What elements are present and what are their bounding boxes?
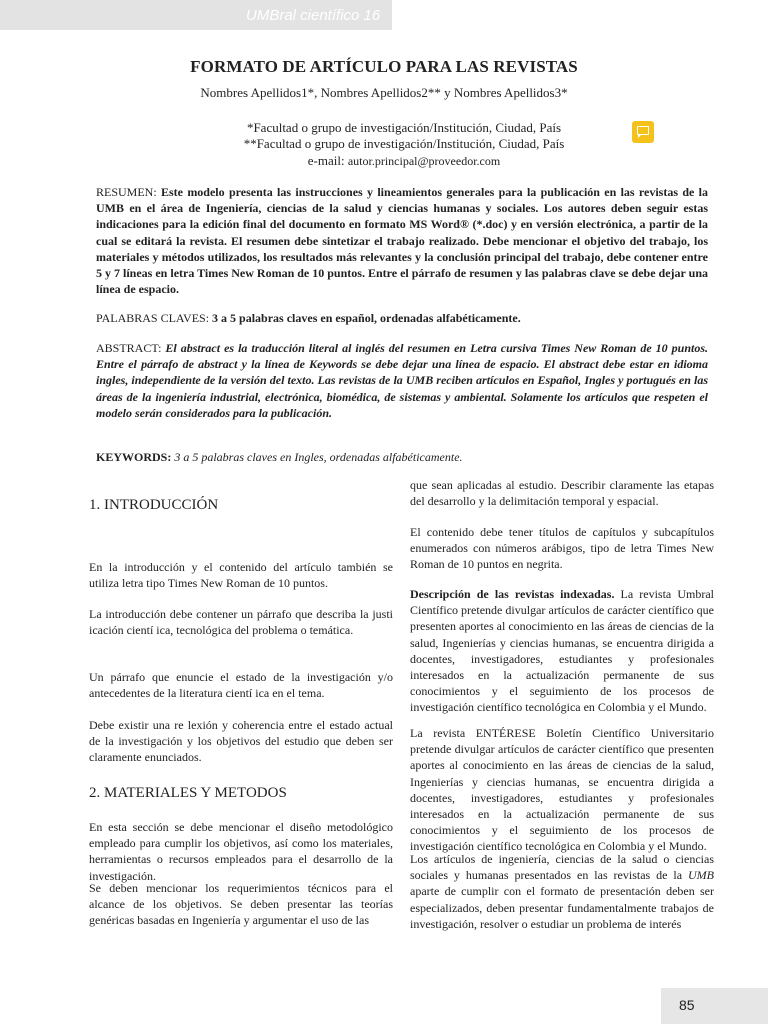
affiliation-2: **Facultad o grupo de investigación/Institución, Ciudad, País (243, 136, 565, 151)
indexadas-heading: Descripción de las revistas indexadas. (410, 587, 615, 601)
intro-paragraph-1: En la introducción y el contenido del artículo también se utiliza letra tipo Times New Roman de 10 puntos. (89, 560, 393, 591)
resumen-paragraph (96, 184, 708, 297)
heading-introduccion: 1. INTRODUCCIÓN (89, 497, 219, 513)
article-title: FORMATO DE ARTÍCULO PARA LAS REVISTAS (190, 57, 578, 76)
comment-icon[interactable] (632, 121, 654, 143)
intro-paragraph-3: Un párrafo que enuncie el estado de la investigación y/o antecedentes de la literatura cientí ica en el tema. (89, 670, 393, 701)
right-paragraph-1: que sean aplicadas al estudio. Describir claramente las etapas del desarrollo y la delimitación temporal y espacial. (410, 478, 714, 509)
palabras-text: 3 a 5 palabras claves en español, ordenadas alfabéticamente. (212, 311, 521, 325)
email-address: autor.principal@proveedor.com (347, 154, 501, 168)
resumen-label: RESUMEN: (96, 185, 161, 199)
palabras-claves-paragraph (96, 310, 708, 326)
intro-paragraph-2: La introducción debe contener un párrafo que describa la justi icación cientí ica, tecnológica del problema o temática. (89, 607, 393, 638)
journal-header-band (0, 0, 392, 30)
abstract-paragraph (96, 340, 708, 421)
materiales-paragraph-1: En esta sección se debe mencionar el diseño metodológico empleado para cumplir los objetivos, así como los materiales, herramientas o recursos empleados para el desarrollo de la investigación. (89, 820, 393, 883)
journal-name: UMBral científico 16 (246, 7, 381, 24)
affiliation-1: *Facultad o grupo de investigación/Institución, Ciudad, País (246, 120, 562, 135)
right-paragraph-2: El contenido debe tener títulos de capítulos y subcapítulos enumerados con números arábigos, tipo de letra Times New Roman de 10 puntos en negrita. (410, 525, 714, 572)
email-label: e-mail: (307, 153, 348, 168)
resumen-text: Este modelo presenta las instrucciones y lineamientos generales para la publicación en las revistas de la UMB en el área de Ingeniería, ciencias de la salud y ciencias humanas y sociales. Los autores deben seguir estas indicaciones para la edición final del documento en formato MS Word® (*.doc) y en versión electrónica, a partir de la cual se editará la revista. El resumen debe sintetizar el trabajo realizado. Debe mencionar el objetivo del trabajo, los materiales y métodos utilizados, los resultados más relevantes y la conclusión principal del trabajo, debe contener entre 5 y 7 líneas en letra Times New Roman de 10 puntos. Entre el párrafo de resumen y las palabras clave se debe dejar una línea de espacio. (96, 185, 708, 297)
articulos-text-a: Los artículos de ingeniería, ciencias de la salud o ciencias sociales y humanas presentados en las revistas de la (410, 852, 714, 883)
authors-line: Nombres Apellidos1*, Nombres Apellidos2** y Nombres Apellidos3* (200, 85, 568, 100)
intro-paragraph-4: Debe existir una re lexión y coherencia entre el estado actual de la investigación y los objetivos del estudio que deben ser claramente enunciados. (89, 718, 393, 765)
right-paragraph-articulos (410, 851, 714, 932)
keywords-text: 3 a 5 palabras claves en Ingles, ordenadas alfabéticamente. (171, 450, 463, 464)
keywords-paragraph (96, 449, 708, 465)
keywords-label: KEYWORDS: (96, 450, 172, 464)
articulos-umb: UMB (688, 868, 714, 883)
page-number-band (661, 988, 768, 1024)
indexadas-text: La revista Umbral Científico pretende divulgar artículos de carácter científico que presenten aportes al conocimiento en las áreas de ciencias de la salud, Ingenierías y ciencias humanas, se encuentra dirigida a docentes, investigadores, estudiantes y profesionales interesados en la actualización permanente de sus conocimientos y el seguimiento de los procesos de investigación científico tecnológica en Colombia y el Mundo. (410, 587, 714, 715)
right-paragraph-enterese: La revista ENTÉRESE Boletín Científico Universitario pretende divulgar artículos de carácter científico que presenten aportes al conocimiento en las áreas de ciencias de la salud, Ingenierías y ciencias humanas, se encuentra dirigida a docentes, investigadores, estudiantes y profesionales interesados en la actualización permanente de sus conocimientos y el seguimiento de los procesos de investigación científico tecnológica en Colombia y el Mundo. (410, 726, 714, 854)
heading-materiales: 2. MATERIALES Y METODOS (89, 785, 287, 801)
abstract-label: ABSTRACT: (96, 341, 166, 355)
right-paragraph-indexadas (410, 586, 714, 716)
palabras-label: PALABRAS CLAVES: (96, 311, 213, 325)
abstract-text: El abstract es la traducción literal al inglés del resumen en Letra cursiva Times New Roman de 10 puntos. Entre el párrafo de abstract y la línea de Keywords se debe dejar una línea de espacio. El abstract debe estar en idioma ingles, independiente de la versión del texto. Las revistas de la UMB reciben artículos en Español, Ingles y portugués en las áreas de la ingeniería industrial, electrónica, biomédica, de sistemas y ambiental. Solamente los artículos que respeten el modelo serán considerados para la publicación. (96, 341, 708, 420)
email-line (0, 153, 768, 169)
materiales-paragraph-2: Se deben mencionar los requerimientos técnicos para el alcance de los objetivos. Se deben presentar las teorías genéricas basadas en Ingeniería y argumentar el uso de las (89, 881, 393, 928)
articulos-text-b: aparte de cumplir con el formato de presentación deben ser especializados, deben presentar fundamentalmente trabajos de investigación, resolver o estudiar un problema de interés (410, 884, 714, 931)
page-number: 85 (679, 997, 695, 1013)
